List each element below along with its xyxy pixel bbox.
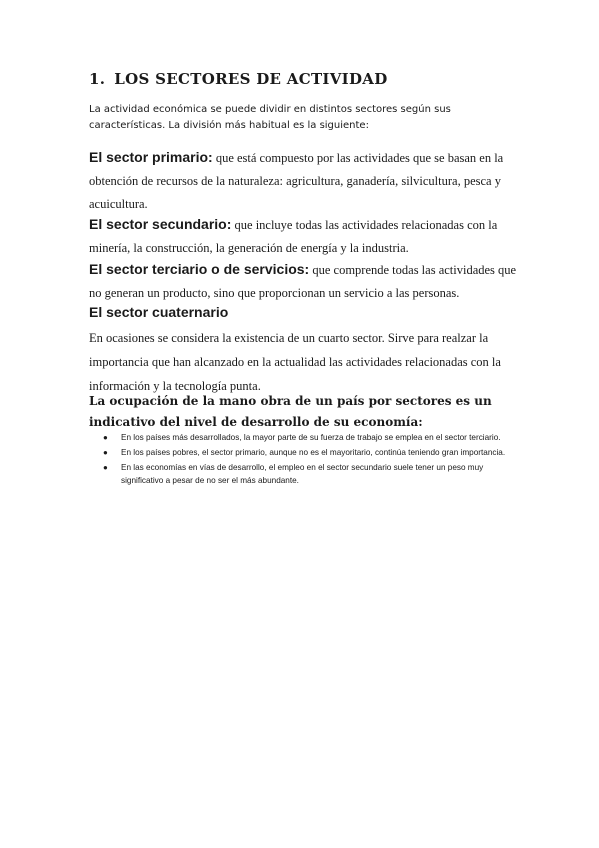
- list-item-text: En los países más desarrollados, la mayor parte de su fuerza de trabajo se emplea en el sector terciario.: [121, 433, 501, 442]
- section-title: [89, 70, 388, 88]
- sector-tertiary: [89, 258, 521, 305]
- occupation-heading: La ocupación de la mano obra de un país por sectores es un indicativo del nivel de desarrollo de su economía:: [89, 394, 492, 429]
- list-item: [89, 446, 509, 459]
- sector-tertiary-description: que comprende todas las actividades que no generan un producto, sino que proporcionan un servicio a las personas.: [89, 263, 517, 300]
- section-number: 1.: [89, 70, 106, 88]
- sector-quaternary-term: El sector cuaternario: [89, 304, 229, 320]
- list-item: [89, 461, 509, 487]
- list-item-text: En los países pobres, el sector primario, aunque no es el mayoritario, continúa teniendo gran importancia.: [121, 448, 506, 457]
- sector-secondary: [89, 213, 521, 260]
- bullet-icon: ●: [103, 433, 108, 442]
- list-item-text: En las economías en vías de desarrollo, el empleo en el sector secundario suele tener un peso muy significativo a pesar de no ser el más abundante.: [121, 463, 484, 485]
- development-bullet-list: [89, 431, 509, 489]
- sector-primary: [89, 146, 521, 216]
- bullet-icon: ●: [103, 448, 108, 457]
- sector-secondary-term: El sector secundario:: [89, 216, 232, 232]
- bullet-icon: ●: [103, 463, 108, 472]
- sector-primary-description: que está compuesto por las actividades que se basan en la obtención de recursos de la naturaleza: agricultura, ganadería, silvicultura, pesca y acuicultura.: [89, 151, 504, 211]
- intro-paragraph: La actividad económica se puede dividir en distintos sectores según sus características. La división más habitual es la siguiente:: [89, 104, 451, 131]
- sector-quaternary-description: En ocasiones se considera la existencia de un cuarto sector. Sirve para realzar la importancia que han alcanzado en la actualidad las actividades relacionadas con la información y la tecnología punta.: [89, 331, 501, 393]
- sector-secondary-description: que incluye todas las actividades relacionadas con la minería, la construcción, la generación de energía y la industria.: [89, 218, 498, 255]
- sector-primary-term: El sector primario:: [89, 149, 213, 165]
- section-title-text: LOS SECTORES DE ACTIVIDAD: [114, 70, 388, 88]
- list-item: [89, 431, 509, 444]
- sector-tertiary-term: El sector terciario o de servicios:: [89, 261, 310, 277]
